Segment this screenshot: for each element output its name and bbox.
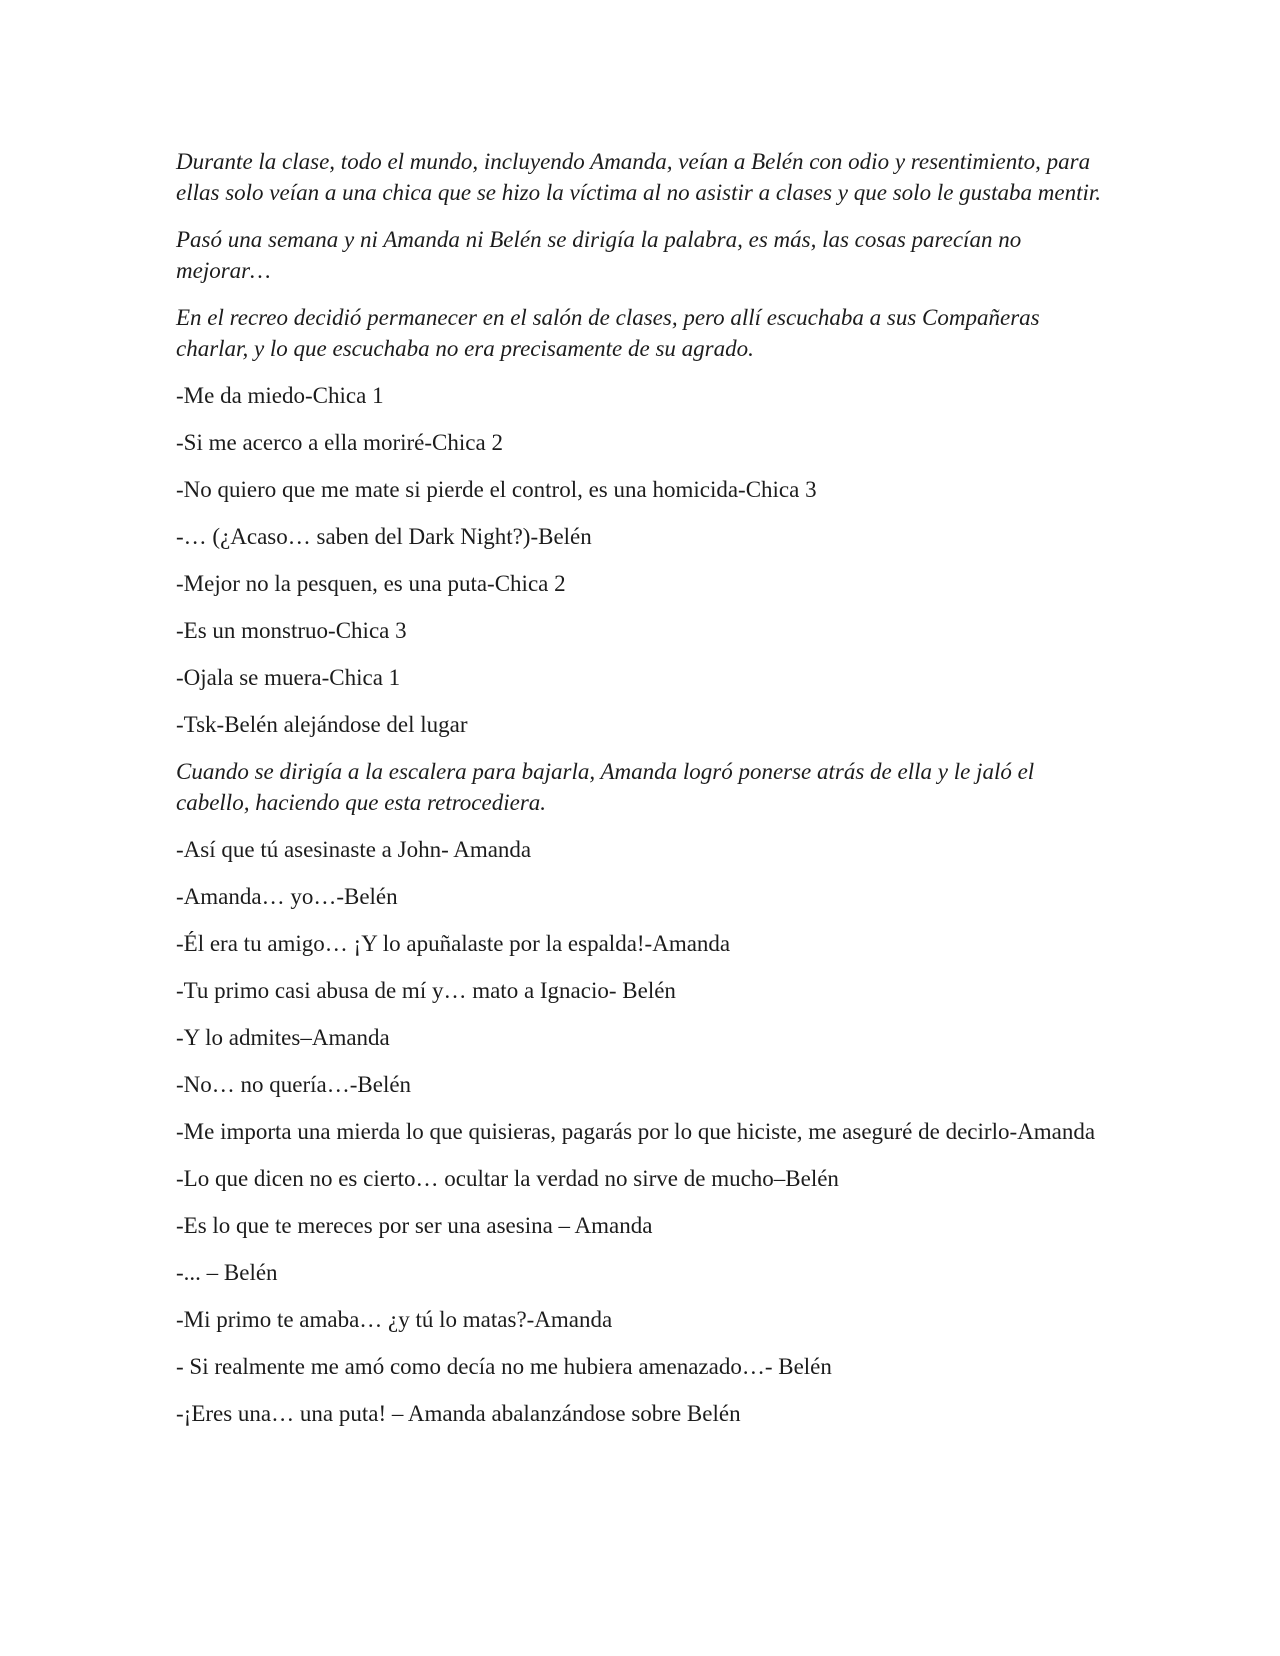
dialogue-line: -Si me acerco a ella moriré-Chica 2 — [176, 430, 503, 455]
dialogue-line: -... – Belén — [176, 1260, 278, 1285]
dialogue-line: -Me importa una mierda lo que quisieras, pagarás por lo que hiciste, me aseguré de decirlo-Amanda — [176, 1119, 1096, 1144]
dialogue-line: -Ojala se muera-Chica 1 — [176, 665, 401, 690]
dialogue-line: -Así que tú asesinaste a John- Amanda — [176, 837, 532, 862]
dialogue-line: -Él era tu amigo… ¡Y lo apuñalaste por la espalda!-Amanda — [176, 931, 731, 956]
dialogue-line: -No… no quería…-Belén — [176, 1072, 412, 1097]
dialogue-line: -Tsk-Belén alejándose del lugar — [176, 712, 468, 737]
dialogue-line: - Si realmente me amó como decía no me hubiera amenazado…- Belén — [176, 1354, 832, 1379]
dialogue-line: -Mejor no la pesquen, es una puta-Chica 2 — [176, 571, 566, 596]
dialogue-line: -No quiero que me mate si pierde el control, es una homicida-Chica 3 — [176, 477, 817, 502]
narration-paragraph: En el recreo decidió permanecer en el salón de clases, pero allí escuchaba a sus Compañeras charlar, y lo que escuchaba no era precisamente de su agrado. — [176, 305, 1040, 361]
narration-paragraph: Cuando se dirigía a la escalera para bajarla, Amanda logró ponerse atrás de ella y le jaló el cabello, haciendo que esta retrocediera. — [176, 759, 1035, 815]
dialogue-line: -Y lo admites–Amanda — [176, 1025, 390, 1050]
dialogue-line: -Amanda… yo…-Belén — [176, 884, 398, 909]
document-page — [176, 146, 1101, 1445]
dialogue-line: -¡Eres una… una puta! – Amanda abalanzándose sobre Belén — [176, 1401, 741, 1426]
narration-paragraph: Pasó una semana y ni Amanda ni Belén se dirigía la palabra, es más, las cosas parecían no mejorar… — [176, 227, 1022, 283]
dialogue-line: -Tu primo casi abusa de mí y… mato a Ignacio- Belén — [176, 978, 676, 1003]
dialogue-line: -Mi primo te amaba… ¿y tú lo matas?-Amanda — [176, 1307, 613, 1332]
dialogue-line: -… (¿Acaso… saben del Dark Night?)-Belén — [176, 524, 592, 549]
dialogue-line: -Lo que dicen no es cierto… ocultar la verdad no sirve de mucho–Belén — [176, 1166, 839, 1191]
narration-paragraph: Durante la clase, todo el mundo, incluyendo Amanda, veían a Belén con odio y resentimiento, para ellas solo veían a una chica que se hizo la víctima al no asistir a clases y que solo le gustaba mentir. — [176, 149, 1102, 205]
dialogue-line: -Es un monstruo-Chica 3 — [176, 618, 407, 643]
dialogue-line: -Me da miedo-Chica 1 — [176, 383, 384, 408]
dialogue-line: -Es lo que te mereces por ser una asesina – Amanda — [176, 1213, 653, 1238]
